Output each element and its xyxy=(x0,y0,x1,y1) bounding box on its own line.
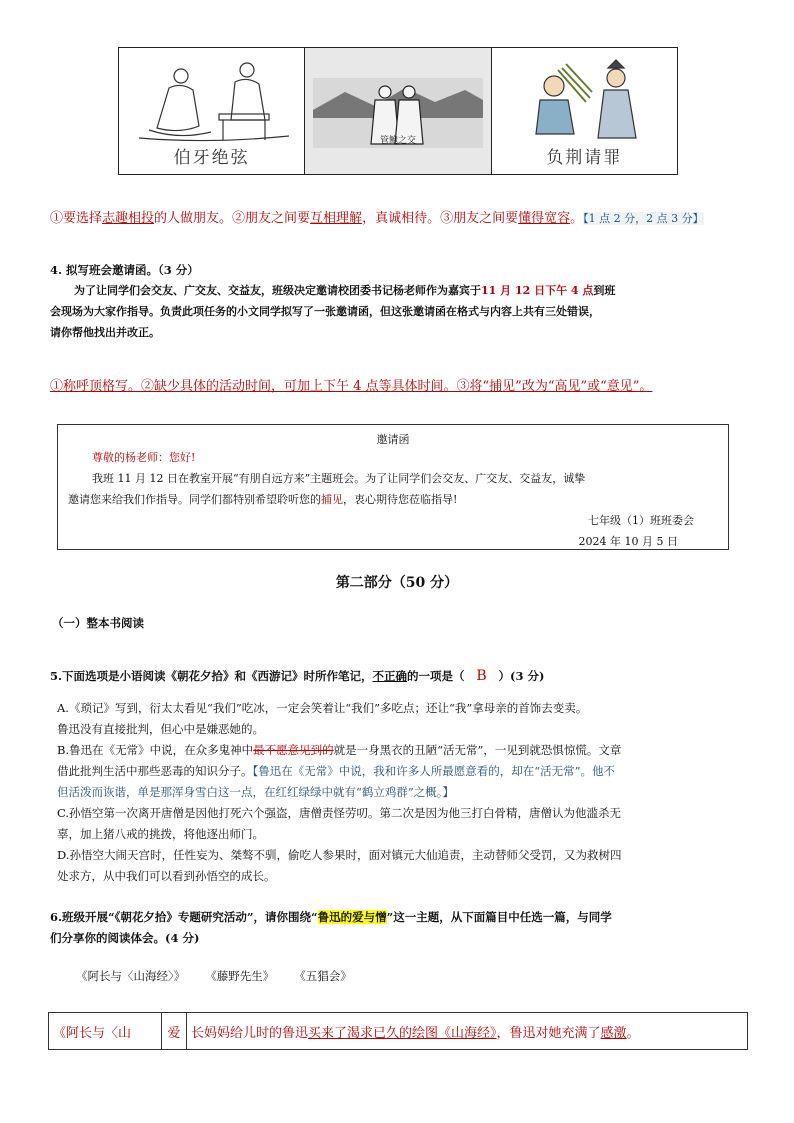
invitation-error-word: 捕见 xyxy=(321,493,343,506)
q4-body-text: 会现场为大家作指导。负责此项任务的小文同学拟写了一张邀请函，但这张邀请函在格式与内容上共有三处错误， xyxy=(50,305,600,318)
q6-title-text: 们分享你的阅读体会。(4 分) xyxy=(50,931,200,945)
option-b-text: 就是一身黑衣的丑陋“活无常”，一见到就恐惧惊慌。文章 xyxy=(333,743,622,757)
option-a-cont: 鲁迅没有直接批判，但心中是嫌恶她的。 xyxy=(57,722,264,736)
illustration-boya xyxy=(119,48,305,174)
answer-key: 互相理解 xyxy=(310,211,363,226)
q5-title-text: ）(3 分) xyxy=(498,669,545,683)
q6-answer-key: 感激 xyxy=(600,1025,627,1041)
q4-body xyxy=(50,280,750,343)
answer-text: 。 xyxy=(570,211,584,226)
option-b-cont xyxy=(57,761,757,782)
q6-theme: 鲁迅的爱与憎 xyxy=(317,910,387,924)
score-note: 【1 点 2 分，2 点 3 分】 xyxy=(583,212,704,225)
q6-answer-cell xyxy=(187,1013,747,1049)
invitation-date: 2024 年 10 月 5 日 xyxy=(578,535,678,548)
q6-answer-text: ，鲁迅对她充满了 xyxy=(496,1025,601,1041)
option-c: C.孙悟空第一次离开唐僧是因他打死六个强盗，唐僧责怪劳叨。第二次是因为他三打白骨精，唐僧认为他滥杀无 xyxy=(57,806,622,820)
answer-text: 的人做朋友。②朋友之间要 xyxy=(154,211,311,226)
illustration-guanbao xyxy=(305,48,491,174)
q6-title xyxy=(50,907,760,949)
q4-body-text: 为了让同学们会交友、广交友、交益友，班级决定邀请校团委书记杨老师作为嘉宾于 xyxy=(74,284,481,297)
answer-key: 志趣相投 xyxy=(102,211,155,226)
q6-answer-key: 买来了渴求已久的绘图《山海经》 xyxy=(308,1025,497,1041)
q5-title-emphasis: 不正确 xyxy=(372,669,408,683)
q6-title-text: 6.班级开展“《朝花夕拾》专题研究活动”，请你围绕“ xyxy=(50,910,318,924)
q6-option: 《藤野先生》 xyxy=(205,969,275,983)
invitation-sign: 七年级（1）班班委会 xyxy=(588,514,694,527)
q4-answer: ①称呼顶格写。②缺少具体的活动时间，可加上下午 4 点等具体时间。③将“捕见”改为“高见”或“意见”。 xyxy=(50,379,653,394)
invitation-box xyxy=(57,424,729,550)
q5-title-text: 5.下面选项是小语阅读《朝花夕拾》和《西游记》时所作笔记， xyxy=(50,669,373,683)
answer-text: ①要选择 xyxy=(50,211,103,226)
image-caption: 负荆请罪 xyxy=(546,148,623,168)
image-caption: 管鲍之交 xyxy=(379,136,416,146)
invitation-heading: 邀请函 xyxy=(376,433,410,446)
q6-answer-text: 长妈妈给儿时的鲁迅 xyxy=(191,1025,309,1041)
q4-time: 11 月 12 日下午 4 点 xyxy=(481,284,594,297)
q6-emotion: 爱 xyxy=(162,1013,187,1049)
option-c-cont: 辜，加上猪八戒的挑拨，将他逐出师门。 xyxy=(57,827,264,841)
q4-title: 4. 拟写班会邀请函。（3 分） xyxy=(50,263,199,277)
fujing-drawing xyxy=(492,48,677,148)
q6-option: 《阿长与〈山海经〉》 xyxy=(76,969,186,983)
q3-answer xyxy=(50,207,760,226)
q5-title-text: 的一项是（ xyxy=(407,669,465,683)
q6-answer-text: 。 xyxy=(626,1025,640,1041)
illustration-table xyxy=(118,47,678,175)
guanbao-drawing xyxy=(305,48,491,174)
section-heading: （一）整本书阅读 xyxy=(52,616,144,630)
answer-text: ，真诚相待。③朋友之间要 xyxy=(362,211,519,226)
option-d: D.孙悟空大闹天宫时，任性妄为、桀骜不驯，偷吃人参果时，面对镇元大仙追责，主动替师父受罚，又为救树四 xyxy=(57,848,622,862)
invitation-text: ，衷心期待您莅临指导! xyxy=(343,493,458,506)
illustration-fujing xyxy=(492,48,677,174)
q6-work: 《阿长与〈山 xyxy=(49,1013,162,1049)
invitation-body-line2 xyxy=(68,489,718,510)
q6-answer-table xyxy=(48,1012,748,1050)
q5-answer: B xyxy=(476,668,487,684)
invitation-greeting: 尊敬的杨老师：您好! xyxy=(92,451,196,464)
q6-title-text: ”这一主题，从下面篇目中任选一篇，与同学 xyxy=(386,910,612,924)
part2-heading: 第二部分（50 分） xyxy=(335,575,459,591)
option-b-text: 借此批判生活中那些恶毒的知识分子。 xyxy=(57,764,253,778)
invitation-text: 邀请您来给我们作指导。同学们都特别希望聆听您的 xyxy=(68,493,321,506)
option-a: A.《琐记》写到，衍太太看见“我们”吃冰，一定会笑着让“我们”多吃点；还让“我”拿母亲的首饰去变卖。 xyxy=(57,701,588,715)
option-b xyxy=(57,740,757,761)
option-b-note: 但活泼而诙谐，单是那浑身雪白这一点，在红红绿绿中就有“鹤立鸡群”之概。】 xyxy=(57,785,455,799)
option-b-text: B.鲁迅在《无常》中说，在众多鬼神中 xyxy=(57,743,254,757)
q5-options xyxy=(57,698,757,887)
q6-options xyxy=(76,968,352,984)
q4-body-text: 请你帮他找出并改正。 xyxy=(50,326,160,339)
answer-key: 懂得宽容 xyxy=(518,211,571,226)
option-d-cont: 处求方，从中我们可以看到孙悟空的成长。 xyxy=(57,869,276,883)
q6-option: 《五猖会》 xyxy=(294,969,352,983)
option-b-error: 最不愿意见到的 xyxy=(253,743,334,757)
invitation-body: 我班 11 月 12 日在教室开展“有朋自远方来”主题班会。为了让同学们会交友、广交友、交益友，诚挚 xyxy=(92,472,586,485)
image-caption: 伯牙绝弦 xyxy=(173,148,250,168)
boya-drawing xyxy=(119,48,305,148)
q4-body-text: 到班 xyxy=(593,284,616,297)
q5-title xyxy=(50,668,544,684)
option-b-note: 【鲁迅在《无常》中说，我和许多人所最愿意看的，却在“活无常”。他不 xyxy=(252,764,616,778)
